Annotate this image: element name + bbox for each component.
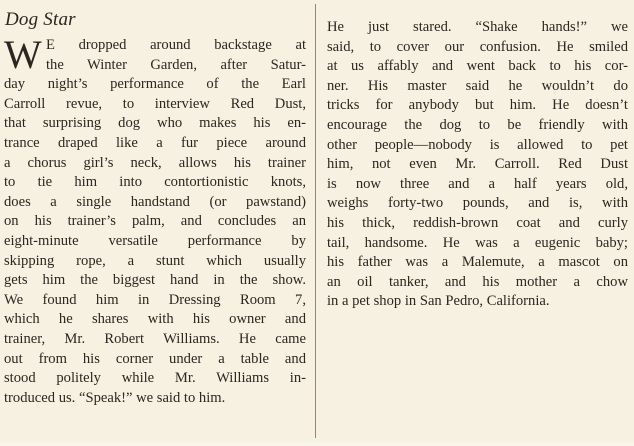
text-line: gets him the biggest hand in the show. [4, 272, 306, 289]
text-line: him, not even Mr. Carroll. Red Dust [327, 156, 628, 173]
text-line: his father was a Malemute, a mascot on [327, 254, 628, 271]
left-column-text [4, 32, 306, 408]
text-line: trance draped like a fur piece around [4, 134, 306, 151]
article-title: Dog Star [5, 9, 76, 30]
text-line: a chorus girl’s neck, allows his trainer [4, 154, 306, 171]
right-column-text [327, 18, 628, 312]
text-line: eight-minute versatile performance by [4, 232, 306, 249]
left-column [4, 8, 306, 436]
text-line: tail, handsome. He was a eugenic baby; [327, 234, 628, 251]
text-line: troduced us. “Speak!” we said to him. [4, 389, 226, 406]
text-line: stood politely while Mr. Williams in- [4, 370, 306, 387]
text-line: We found him in Dressing Room 7, [4, 291, 306, 308]
text-line: Carroll revue, to interview Red Dust, [4, 95, 306, 112]
text-line: to tie him into contortionistic knots, [4, 174, 306, 191]
text-line: that surprising dog who makes his en- [4, 115, 306, 132]
text-line: tricks for anybody but him. He doesn’t [327, 97, 628, 114]
text-line: trainer, Mr. Robert Williams. He came [4, 330, 306, 347]
text-line: which he shares with his owner and [4, 311, 306, 328]
text-line: an oil tanker, and his mother a chow [327, 273, 628, 290]
text-line: He just stared. “Shake hands!” we [327, 19, 628, 35]
text-line: does a single handstand (or pawstand) [4, 193, 306, 210]
text-line: skipping rope, a stunt which usually [4, 252, 306, 269]
text-line: other people—nobody is allowed to pet [327, 136, 628, 153]
text-line: out from his corner under a table and [4, 350, 306, 367]
text-line: day night’s performance of the Earl [4, 76, 306, 93]
text-line: ner. His master said he wouldn’t do [327, 77, 628, 94]
text-line: weighs forty-two pounds, and is, with [327, 195, 628, 212]
opening-paragraph [4, 32, 306, 408]
text-line: on his trainer’s palm, and concludes an [4, 213, 306, 230]
text-line: is now three and a half years old, [327, 175, 628, 192]
text-line: E dropped around backstage at [46, 37, 306, 53]
text-line: encourage the dog to be friendly with [327, 116, 628, 133]
drop-cap: W [4, 32, 42, 77]
right-column [327, 18, 628, 446]
text-line: the Winter Garden, after Satur- [46, 56, 306, 73]
text-line: at us affably and went back to his cor- [327, 58, 628, 75]
text-line: his thick, reddish-brown coat and curly [327, 214, 628, 231]
column-divider [315, 4, 316, 438]
text-line: said, to cover our confusion. He smiled [327, 38, 628, 55]
text-line: in a pet shop in San Pedro, California. [327, 293, 550, 310]
